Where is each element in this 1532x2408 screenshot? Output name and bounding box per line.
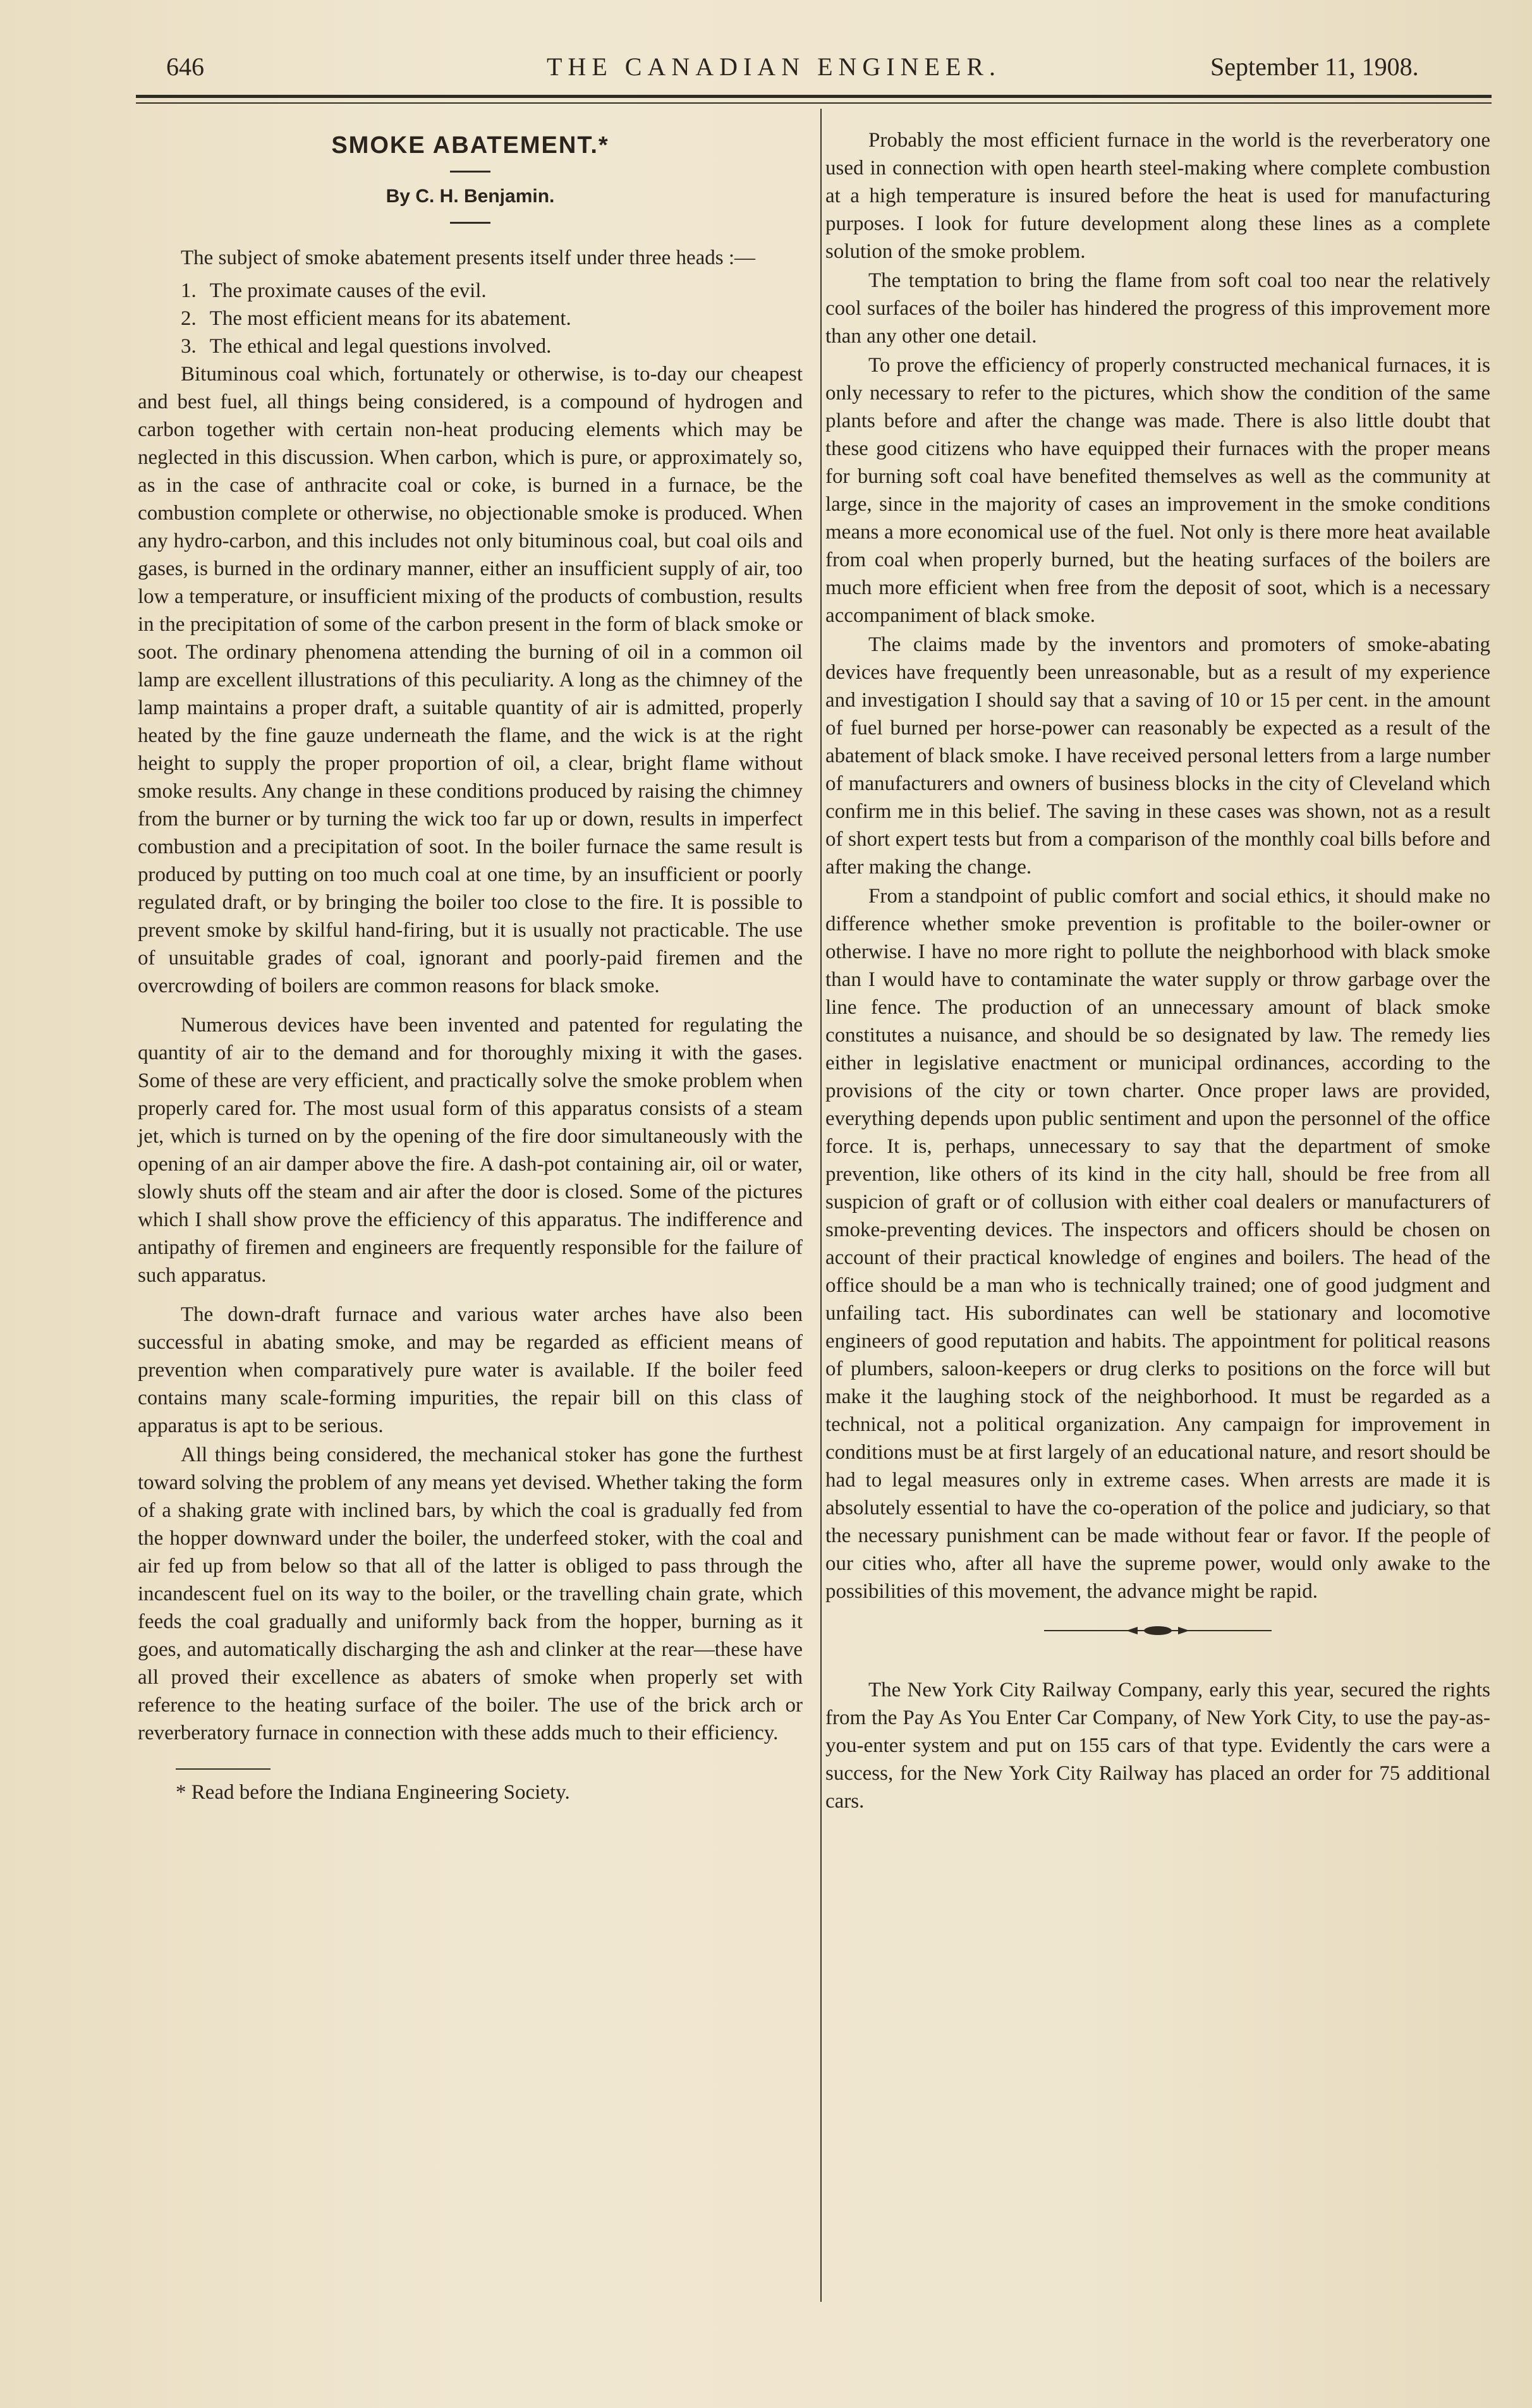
- footnote-rule: [176, 1768, 271, 1770]
- header-rule-thin: [136, 102, 1492, 104]
- list-item: [138, 332, 803, 360]
- footnote: * Read before the Indiana Engineering Society.: [176, 1781, 570, 1804]
- body-paragraph: The claims made by the inventors and promoters of smoke-abating devices have frequently been unreasonable, but as a result of my experience and investigation I should say that a saving of 10 or 15 per cent. in the amount of fuel burned per horse-power can reasonably be expected as a result of the abatement of black smoke. I have received personal letters from a large number of manufacturers and owners of business blocks in the city of Cleveland which confirm me in this belief. The saving in these cases was shown, not as a result of short expert tests but from a comparison of the monthly coal bills before and after making the change.: [825, 633, 1490, 879]
- column-divider: [820, 109, 822, 2302]
- body-paragraph: The down-draft furnace and various water arches have also been successful in abating smoke, and may be regarded as efficient means of prevention when comparatively pure water is available. If the boiler feed contains many scale-forming impurities, the repair bill on this class of apparatus is apt to be serious.: [138, 1303, 803, 1437]
- list-text: The ethical and legal questions involved.: [209, 335, 552, 358]
- page-number: 646: [166, 52, 204, 81]
- body-paragraph: Numerous devices have been invented and patented for regulating the quantity of air to the demand and for thoroughly mixing it with the gases. Some of these are very efficient, and practically solve the smoke problem when properly cared for. The most usual form of this apparatus consists of a steam jet, which is turned on by the opening of the fire door simultaneously with the opening of an air damper above the fire. A dash-pot containing air, oil or water, slowly shuts off the steam and air after the door is closed. Some of the pictures which I shall show prove the efficiency of this apparatus. The indifference and antipathy of firemen and engineers are frequently responsible for the failure of such apparatus.: [138, 1014, 803, 1287]
- list-text: The proximate causes of the evil.: [209, 279, 487, 302]
- body-paragraph: From a standpoint of public comfort and social ethics, it should make no difference whether smoke prevention is profitable to the boiler-owner or otherwise. I have no more right to pollute the neighborhood with black smoke than I would have to contaminate the water supply or throw garbage over the line fence. The production of an unnecessary amount of black smoke constitutes a nuisance, and should be so designated by law. The remedy lies either in legislative enactment or municipal ordinances, according to the provisions of the city or town charter. Once proper laws are provided, everything depends upon public sentiment and upon the personnel of the office force. It is, perhaps, unnecessary to say that the department of smoke prevention, like others of its kind in the city hall, should be free from all suspicion of graft or of collusion with either coal dealers or manufacturers of smoke-preventing devices. The inspectors and officers should be chosen on account of their practical knowledge of engines and boilers. The head of the office should be a man who is technically trained; one of good judgment and unfailing tact. His subordinates can well be stationary and locomotive engineers of good reputation and habits. The appointment for political reasons of plumbers, saloon-keepers or drug clerks to positions on the force will but make it the laughing stock of the neighborhood. It must be regarded as a technical, not a political organization. Any campaign for improvement in conditions must be at first largely of an educational nature, and resort should be had to legal measures only in extreme cases. When arrests are made it is absolutely essential to have the co-operation of the police and judiciary, so that the necessary punishment can be made without fear or favor. If the people of our cities who, after all have the supreme power, would only awake to the possibilities of this movement, the advance might be rapid.: [825, 885, 1490, 1603]
- list-text: The most efficient means for its abatement.: [209, 307, 571, 330]
- list-number: 3.: [181, 335, 197, 358]
- body-paragraph: To prove the efficiency of properly constructed mechanical furnaces, it is only necessary to refer to the pictures, which show the condition of the same plants before and after the change was made. There is also little doubt that these good citizens who have equipped their furnaces with the proper means for burning soft coal have benefited themselves as well as the community at large, since in the majority of cases an improvement in the smoke conditions means a more economical use of the fuel. Not only is there more heat available from coal when properly burned, but the heating surfaces of the boilers are much more efficient when free from the deposit of soot, which is a necessary accompaniment of black smoke.: [825, 354, 1490, 627]
- body-paragraph: All things being considered, the mechanical stoker has gone the furthest toward solving the problem of any means yet devised. Whether taking the form of a shaking grate with inclined bars, by which the coal is gradually fed from the hopper downward under the boiler, the underfeed stoker, with the coal and air fed up from below so that all of the latter is obliged to pass through the incandescent fuel on its way to the boiler, or the travelling chain grate, which feeds the coal gradually and uniformly back from the hopper, burning as it goes, and automatically discharging the ash and clinker at the rear—these have all proved their excellence as abaters of smoke when properly set with reference to the heating surface of the boiler. The use of the brick arch or reverberatory furnace in connection with these adds much to their efficiency.: [138, 1444, 803, 1744]
- list-number: 1.: [181, 279, 197, 302]
- news-item: The New York City Railway Company, early this year, secured the rights from the Pay As You Enter Car Company, of New York City, to use the pay-as-you-enter system and put on 155 cars of that type. Evidently the cars were a success, for the New York City Railway has placed an order for 75 additional cars.: [825, 1679, 1490, 1813]
- list-number: 2.: [181, 307, 197, 330]
- intro-paragraph: The subject of smoke abatement presents itself under three heads :—: [181, 246, 756, 269]
- heads-list: [138, 277, 803, 360]
- left-column: [138, 126, 803, 1806]
- article-title: SMOKE ABATEMENT.*: [331, 132, 609, 159]
- list-item: [138, 305, 803, 332]
- ornament-divider: [825, 1618, 1490, 1643]
- right-column: [825, 126, 1490, 1815]
- body-paragraph: The temptation to bring the flame from soft coal too near the relatively cool surfaces of the boiler has hindered the progress of this improvement more than any other one detail.: [825, 269, 1490, 348]
- header-rule-thick: [136, 95, 1492, 98]
- journal-title: THE CANADIAN ENGINEER.: [547, 52, 1002, 81]
- issue-date: September 11, 1908.: [1210, 52, 1419, 81]
- byline-rule: [450, 222, 490, 224]
- body-paragraph: Probably the most efficient furnace in the world is the reverberatory one used in connection with open hearth steel-making where complete combustion at a high temperature is insured before the heat is used for manufacturing purposes. I look for future development along these lines as a complete solution of the smoke problem.: [825, 129, 1490, 263]
- title-rule: [450, 171, 490, 173]
- list-item: [138, 277, 803, 305]
- article-byline: By C. H. Benjamin.: [386, 186, 555, 207]
- running-header: [136, 52, 1494, 90]
- body-paragraph: Bituminous coal which, fortunately or otherwise, is to-day our cheapest and best fuel, all things being considered, is a compound of hydrogen and carbon together with certain non-heat producing elements which may be neglected in this discussion. When carbon, which is pure, or approximately so, as in the case of anthracite coal or coke, is burned in a furnace, be the combustion complete or otherwise, no objectionable smoke is produced. When any hydro-carbon, and this includes not only bituminous coal, but coal oils and gases, is burned in the ordinary manner, either an insufficient supply of air, too low a temperature, or insufficient mixing of the products of combustion, results in the precipitation of some of the carbon present in the form of black smoke or soot. The ordinary phenomena attending the burning of oil in a common oil lamp are excellent illustrations of this peculiarity. A long as the chimney of the lamp maintains a proper draft, a suitable quantity of air is admitted, properly heated by the fine gauze underneath the flame, and the wick is at the right height to supply the proper proportion of oil, a clear, bright flame without smoke results. Any change in these conditions produced by raising the chimney from the burner or by turning the wick too far up or down, results in imperfect combustion and a precipitation of soot. In the boiler furnace the same result is produced by putting on too much coal at one time, by an insufficient or poorly regulated draft, or by bringing the boiler too close to the fire. It is possible to prevent smoke by skilful hand-firing, but it is usually not practicable. The use of unsuitable grades of coal, ignorant and poorly-paid firemen and the overcrowding of boilers are common reasons for black smoke.: [138, 363, 803, 997]
